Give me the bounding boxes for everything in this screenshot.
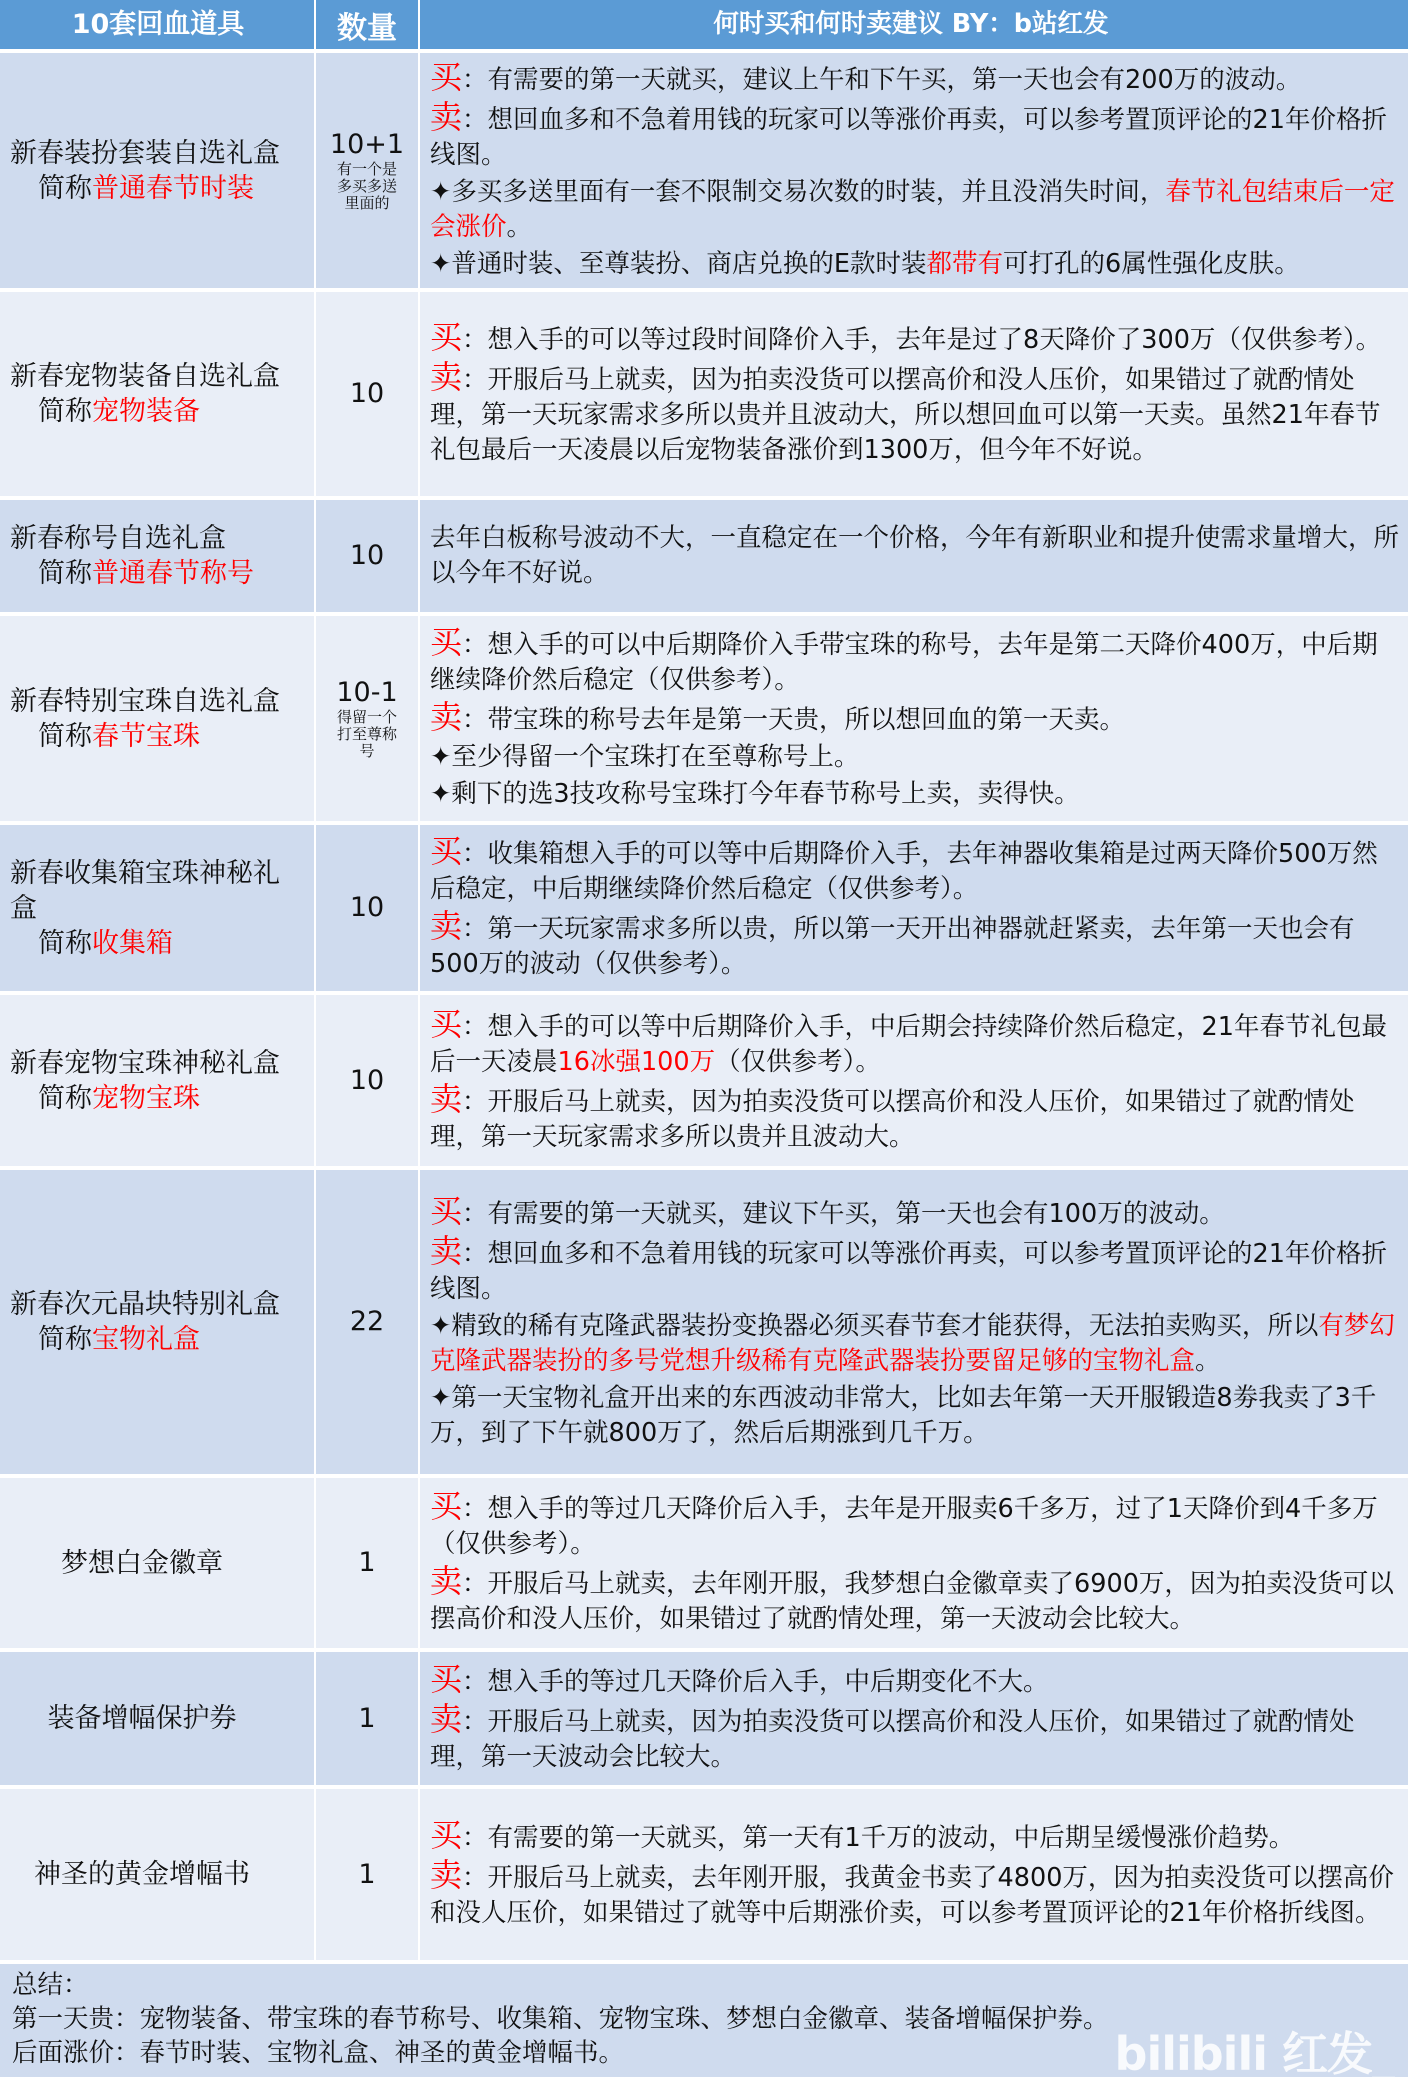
advice-text: ✦多买多送里面有一套不限制交易次数的时装，并且没消失时间， [430, 176, 1166, 207]
table-row [0, 616, 1408, 825]
item-name-cell [0, 1478, 316, 1648]
short-name-value: 普通春节时装 [92, 172, 254, 204]
short-name-label: 简称 [38, 1082, 92, 1114]
advice-text: 去年白板称号波动不大，一直稳定在一个价格，今年有新职业和提升使需求量增大，所以今年不好说。 [430, 523, 1400, 588]
highlight-text: 16冰强100万 [557, 1046, 716, 1077]
buy-advice [430, 1818, 1402, 1856]
table-row [0, 292, 1408, 500]
item-name-cell [0, 1170, 316, 1474]
quantity: 10-1 [336, 677, 398, 708]
highlight-text: 都带有 [926, 248, 1003, 279]
buy-label: 买 [430, 1191, 463, 1230]
table-header [0, 0, 1408, 53]
advice-text: ✦精致的稀有克隆武器装扮变换器必须买春节套才能获得，无法拍卖购买，所以 [430, 1310, 1319, 1341]
advice-text: ：开服后马上就卖，因为拍卖没货可以摆高价和没人压价，如果错过了就酌情处理，第一天波动会比较大。 [430, 1707, 1355, 1772]
item-name [10, 521, 254, 591]
item-name [61, 1546, 223, 1581]
advice-text: ：想入手的可以等中后期降价入手，中后期会持续降价然后稳定，21年春节礼包最后一天凌晨 [430, 1011, 1387, 1077]
quantity-cell [316, 995, 420, 1166]
quantity: 10+1 [329, 129, 405, 160]
advice-text: ✦剩下的选3技攻称号宝珠打今年春节称号上卖，卖得快。 [430, 779, 1080, 809]
bilibili-watermark: bilibili 红发_ [1114, 2027, 1394, 2081]
sell-advice [430, 97, 1402, 173]
buy-label: 买 [430, 832, 463, 870]
header-advice: 何时买和何时卖建议 BY：b站红发 [713, 9, 1109, 39]
buy-label: 买 [430, 318, 463, 356]
buy-advice [430, 1191, 1402, 1232]
sell-label: 卖 [430, 907, 463, 945]
advice-text: ：收集箱想入手的可以等中后期降价入手，去年神器收集箱是过两天降价500万然后稳定，中后期继续降价然后稳定（仅供参考）。 [430, 839, 1378, 904]
item-name-cell [0, 616, 316, 821]
quantity: 10 [349, 1064, 385, 1096]
item-full-name: 梦想白金徽章 [61, 1547, 223, 1579]
short-name-label: 简称 [38, 927, 92, 959]
item-full-name: 装备增幅保护券 [47, 1703, 237, 1734]
quantity-note: 得留一个打至尊称号 [336, 708, 397, 760]
quantity-cell [316, 1170, 420, 1474]
item-short-name [10, 171, 280, 206]
quantity: 10 [349, 540, 385, 571]
table-row [0, 1478, 1408, 1652]
item-full-name: 新春收集箱宝珠神秘礼盒 [10, 857, 280, 924]
quantity-note: 有一个是多买多送里面的 [336, 160, 397, 212]
header-quantity: 数量 [316, 0, 420, 49]
advice-text: ：有需要的第一天就买，第一天有1千万的波动，中后期呈缓慢涨价趋势。 [462, 1823, 1295, 1853]
item-short-name [10, 926, 306, 961]
table-row [0, 1789, 1408, 1964]
advice-note [430, 247, 1402, 282]
table-row [0, 1652, 1408, 1789]
sell-label: 卖 [430, 1700, 463, 1738]
quantity-cell [316, 1652, 420, 1785]
short-name-value: 收集箱 [92, 927, 173, 959]
short-name-value: 宝物礼盒 [92, 1324, 200, 1355]
highlight-text: 有梦幻克隆武器装扮的多号党想升级稀有克隆武器装扮要留足够的宝物礼盒 [430, 1310, 1395, 1376]
item-name-cell [0, 53, 316, 288]
sell-advice [430, 1564, 1402, 1637]
advice-text: ：想入手的等过几天降价后入手，去年是开服卖6千多万，过了1天降价到4千多万（仅供参考）。 [430, 1494, 1378, 1559]
short-name-label: 简称 [38, 172, 92, 204]
sell-advice [430, 360, 1402, 468]
quantity-cell [316, 500, 420, 612]
sell-label: 卖 [430, 1079, 463, 1118]
table-row [0, 1170, 1408, 1478]
item-name [10, 856, 306, 961]
advice-text: 。 [1195, 1345, 1221, 1376]
sell-label: 卖 [430, 698, 463, 736]
table-row [0, 53, 1408, 292]
advice-text: ：有需要的第一天就买，建议上午和下午买，第一天也会有200万的波动。 [462, 64, 1302, 95]
advice-note [430, 777, 1402, 812]
item-name [34, 1857, 250, 1892]
buy-advice [430, 57, 1402, 98]
item-name-cell [0, 1652, 316, 1785]
advice-text: ：有需要的第一天就买，建议下午买，第一天也会有100万的波动。 [462, 1198, 1225, 1229]
advice-cell [420, 995, 1408, 1166]
buy-advice [430, 1489, 1402, 1562]
item-short-name [10, 394, 280, 429]
quantity-cell [316, 1478, 420, 1648]
quantity: 22 [349, 1306, 385, 1337]
advice-note [430, 521, 1402, 591]
buy-label: 买 [430, 1660, 463, 1698]
item-full-name: 新春称号自选礼盒 [10, 523, 226, 554]
highlight-text: 春节礼包结束后一定会涨价 [430, 176, 1395, 242]
summary-title: 总结： [12, 1970, 89, 2000]
advice-cell [420, 53, 1408, 288]
header-item: 10套回血道具 [0, 0, 316, 49]
sell-label: 卖 [430, 1562, 463, 1600]
item-full-name: 神圣的黄金增幅书 [34, 1859, 250, 1890]
summary-later-rise: 后面涨价：春节时装、宝物礼盒、神圣的黄金增幅书。 [12, 2038, 625, 2068]
advice-text: ：开服后马上就卖，因为拍卖没货可以摆高价和没人压价，如果错过了就酌情处理，第一天玩家需求多所以贵并且波动大。 [430, 1086, 1355, 1152]
item-short-name [10, 556, 254, 591]
buy-label: 买 [430, 57, 463, 96]
item-name-cell [0, 825, 316, 991]
item-short-name [10, 719, 280, 754]
item-name [10, 1046, 280, 1116]
quantity: 10 [349, 892, 385, 923]
short-name-value: 宠物宝珠 [92, 1082, 200, 1114]
advice-text: ：开服后马上就卖，去年刚开服，我梦想白金徽章卖了6900万，因为拍卖没货可以摆高价和没人压价，如果错过了就酌情处理，第一天波动会比较大。 [430, 1569, 1394, 1634]
quantity-cell [316, 292, 420, 496]
item-short-name [10, 1081, 280, 1116]
item-name-cell [0, 292, 316, 496]
advice-text: ：第一天玩家需求多所以贵，所以第一天开出神器就赶紧卖，去年第一天也会有500万的波动（仅供参考）。 [430, 914, 1355, 979]
item-full-name: 新春宠物装备自选礼盒 [10, 361, 280, 392]
item-name [10, 684, 280, 754]
sell-label: 卖 [430, 97, 463, 136]
advice-text: （仅供参考）。 [715, 1046, 881, 1077]
quantity-cell [316, 1789, 420, 1960]
sell-advice [430, 1702, 1402, 1775]
sell-label: 卖 [430, 1856, 463, 1894]
advice-text: ：带宝珠的称号去年是第一天贵，所以想回血的第一天卖。 [462, 705, 1126, 735]
short-name-value: 春节宝珠 [92, 720, 200, 752]
advice-cell [420, 1652, 1408, 1785]
item-full-name: 新春特别宝珠自选礼盒 [10, 685, 280, 717]
summary [0, 1964, 1408, 2081]
advice-text: 可打孔的6属性强化皮肤。 [1003, 248, 1300, 279]
quantity-cell [316, 53, 420, 288]
buy-label: 买 [430, 1816, 463, 1854]
advice-note [430, 175, 1402, 245]
sell-label: 卖 [430, 1231, 463, 1270]
item-name [10, 359, 280, 429]
advice-text: ：想入手的等过几天降价后入手，中后期变化不大。 [462, 1667, 1049, 1697]
item-full-name: 新春装扮套装自选礼盒 [10, 137, 280, 169]
advice-cell [420, 616, 1408, 821]
advice-cell [420, 1478, 1408, 1648]
buy-advice [430, 320, 1402, 358]
item-name-cell [0, 500, 316, 612]
summary-first-day: 第一天贵：宠物装备、带宝珠的春节称号、收集箱、宠物宝珠、梦想白金徽章、装备增幅保护券。 [12, 2004, 1109, 2034]
buy-advice [430, 1662, 1402, 1700]
advice-cell [420, 1170, 1408, 1474]
advice-cell [420, 825, 1408, 991]
item-full-name: 新春宠物宝珠神秘礼盒 [10, 1047, 280, 1079]
sell-advice [430, 1079, 1402, 1155]
item-name [10, 136, 280, 206]
advice-text: ：想入手的可以中后期降价入手带宝珠的称号，去年是第二天降价400万，中后期继续降价然后稳定（仅供参考）。 [430, 630, 1378, 695]
quantity: 1 [358, 1702, 376, 1734]
buy-advice [430, 834, 1402, 907]
buy-label: 买 [430, 1487, 463, 1525]
sell-advice [430, 700, 1402, 738]
buy-label: 买 [430, 623, 463, 661]
buy-label: 买 [430, 1004, 463, 1043]
advice-text: ：开服后马上就卖，因为拍卖没货可以摆高价和没人压价，如果错过了就酌情处理，第一天玩家需求多所以贵并且波动大，所以想回血可以第一天卖。虽然21年春节礼包最后一天凌晨以后宠物装备涨价到1300万，但今年不好说。 [430, 365, 1381, 465]
quantity-cell [316, 616, 420, 821]
sell-advice [430, 909, 1402, 982]
short-name-value: 宠物装备 [92, 396, 200, 427]
advice-text: ✦至少得留一个宝珠打在至尊称号上。 [430, 742, 860, 772]
short-name-label: 简称 [38, 558, 92, 589]
advice-cell [420, 292, 1408, 496]
advice-text: ：开服后马上就卖，去年刚开服，我黄金书卖了4800万，因为拍卖没货可以摆高价和没人压价，如果错过了就等中后期涨价卖，可以参考置顶评论的21年价格折线图。 [430, 1863, 1394, 1928]
buy-advice [430, 625, 1402, 698]
short-name-label: 简称 [38, 1324, 92, 1355]
sell-advice [430, 1231, 1402, 1307]
advice-text: ✦普通时装、至尊装扮、商店兑换的E款时装 [430, 248, 927, 279]
item-name [10, 1287, 280, 1357]
item-full-name: 新春次元晶块特别礼盒 [10, 1289, 280, 1320]
item-name-cell [0, 1789, 316, 1960]
advice-note [430, 1381, 1402, 1451]
quantity: 1 [358, 1547, 376, 1578]
sell-advice [430, 1858, 1402, 1931]
advice-text: ✦第一天宝物礼盒开出来的东西波动非常大，比如去年第一天开服锻造8劵我卖了3千万，到了下午就800万了，然后后期涨到几千万。 [430, 1382, 1377, 1448]
advice-cell [420, 500, 1408, 612]
sell-label: 卖 [430, 358, 463, 396]
advice-note [430, 740, 1402, 775]
short-name-label: 简称 [38, 396, 92, 427]
advice-text: ：想回血多和不急着用钱的玩家可以等涨价再卖，可以参考置顶评论的21年价格折线图。 [430, 104, 1387, 170]
advice-text: 。 [506, 211, 533, 242]
table-row [0, 500, 1408, 616]
quantity-cell [316, 825, 420, 991]
short-name-label: 简称 [38, 720, 92, 752]
table-row [0, 995, 1408, 1170]
advice-cell [420, 1789, 1408, 1960]
buy-advice [430, 1004, 1402, 1080]
advice-text: ：想回血多和不急着用钱的玩家可以等涨价再卖，可以参考置顶评论的21年价格折线图。 [430, 1238, 1387, 1304]
table-row [0, 825, 1408, 995]
item-short-name [10, 1322, 280, 1357]
advice-note [430, 1309, 1402, 1379]
item-name-cell [0, 995, 316, 1166]
advice-text: ：想入手的可以等过段时间降价入手，去年是过了8天降价了300万（仅供参考）。 [462, 325, 1382, 355]
quantity: 1 [358, 1858, 376, 1890]
quantity: 10 [349, 378, 385, 409]
short-name-value: 普通春节称号 [92, 558, 254, 589]
item-name [48, 1701, 237, 1736]
